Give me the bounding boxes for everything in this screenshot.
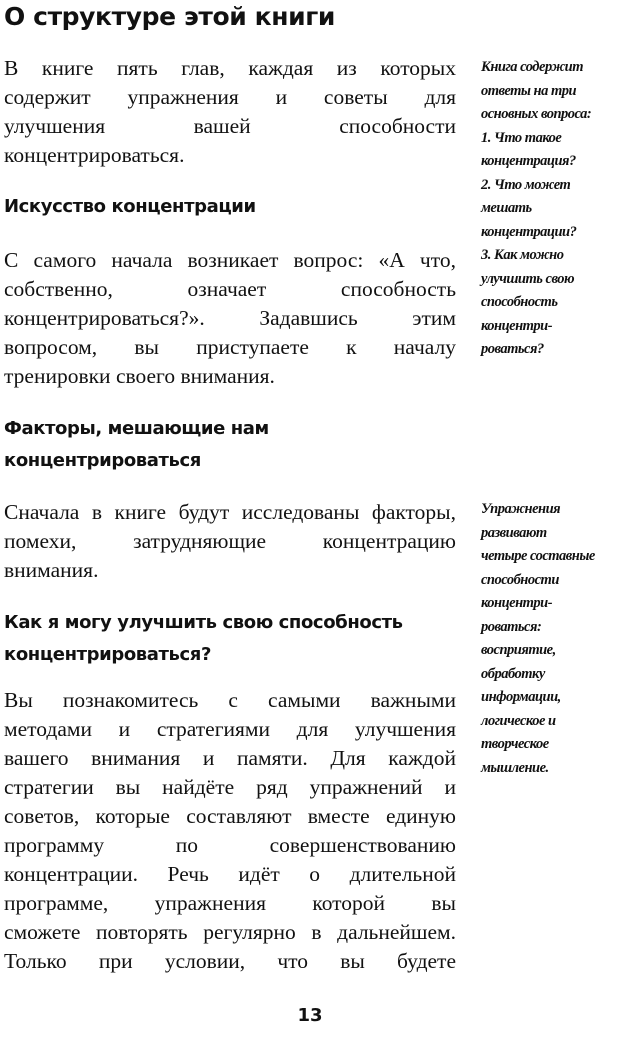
section3-paragraph	[4, 686, 456, 976]
margin-note-line: логическое и	[481, 712, 556, 729]
margin-note-line: способности	[481, 571, 559, 588]
section1-paragraph	[4, 246, 456, 391]
paragraph-line: концентрироваться?». Задавшись этим	[4, 306, 456, 330]
margin-note-line: концентрации?	[481, 223, 577, 240]
paragraph-line: Сначала в книге будут исследованы факторы,	[4, 500, 456, 524]
margin-note-line: концентри-	[481, 595, 553, 611]
margin-note-line: основных вопроса:	[481, 106, 592, 122]
section-heading-distracting-factors: Факторы, мешающие нам	[4, 418, 269, 439]
margin-note-line: концентрация?	[481, 153, 576, 169]
margin-note-line: Упражнения	[481, 501, 561, 517]
paragraph-line: методами и стратегиями для улучшения	[4, 717, 456, 741]
page-title: О структуре этой книги	[4, 2, 336, 31]
paragraph-line: программе, упражнения которой вы	[4, 891, 456, 915]
margin-note-line: 2. Что может	[481, 176, 571, 193]
margin-note-line: ответы на три	[481, 82, 577, 99]
paragraph-line: улучшения вашей способности	[4, 114, 456, 138]
margin-note-line: улучшить свою	[481, 270, 575, 287]
margin-note-line: мешать	[481, 200, 532, 216]
paragraph-line: собственно, означает способность	[4, 277, 456, 301]
margin-note-questions	[481, 56, 617, 362]
paragraph-line: концентрации. Речь идёт о длительной	[4, 862, 456, 886]
section-heading-art-of-concentration: Искусство концентрации	[4, 196, 256, 217]
margin-note-line: четыре составные	[481, 548, 595, 564]
intro-paragraph	[4, 54, 456, 170]
paragraph-line: вашего внимания и памяти. Для каждой	[4, 746, 456, 770]
margin-note-line: обработку	[481, 665, 545, 682]
margin-note-line: восприятие,	[481, 642, 556, 658]
margin-note-line: развивают	[481, 524, 547, 541]
margin-note-line: способность	[481, 294, 558, 310]
paragraph-line: вопросом, вы приступаете к началу	[4, 335, 456, 359]
section2-paragraph	[4, 498, 456, 585]
paragraph-line: концентрироваться.	[4, 143, 185, 167]
margin-note-exercises	[481, 498, 617, 780]
paragraph-line: тренировки своего внимания.	[4, 364, 275, 388]
margin-note-line: творческое	[481, 736, 549, 752]
paragraph-line: программу по совершенствованию	[4, 833, 456, 857]
paragraph-line: советов, которые составляют вместе единую	[4, 804, 456, 828]
margin-note-line: Книга содержит	[481, 59, 583, 75]
section-heading-improve-ability-cont: концентрироваться?	[4, 644, 212, 665]
margin-note-line: концентри-	[481, 317, 553, 334]
paragraph-line: помехи, затрудняющие концентрацию	[4, 529, 456, 553]
margin-note-line: роваться:	[481, 618, 542, 635]
margin-note-line: 3. Как можно	[481, 247, 564, 263]
margin-note-line: мышление.	[481, 759, 549, 776]
paragraph-line: внимания.	[4, 558, 99, 582]
paragraph-line: В книге пять глав, каждая из которых	[4, 56, 456, 80]
paragraph-line: стратегии вы найдёте ряд упражнений и	[4, 775, 456, 799]
paragraph-line: Только при условии, что вы будете	[4, 949, 456, 973]
paragraph-line: содержит упражнения и советы для	[4, 85, 456, 109]
margin-note-line: роваться?	[481, 341, 544, 357]
margin-note-line: информации,	[481, 689, 561, 705]
paragraph-line: Вы познакомитесь с самыми важными	[4, 688, 456, 712]
margin-note-line: 1. Что такое	[481, 129, 562, 146]
section-heading-distracting-factors-cont: концентрироваться	[4, 450, 201, 471]
page-number: 13	[297, 1005, 323, 1026]
paragraph-line: сможете повторять регулярно в дальнейшем.	[4, 920, 456, 944]
section-heading-improve-ability: Как я могу улучшить свою способность	[4, 612, 403, 633]
paragraph-line: С самого начала возникает вопрос: «А что,	[4, 248, 456, 272]
